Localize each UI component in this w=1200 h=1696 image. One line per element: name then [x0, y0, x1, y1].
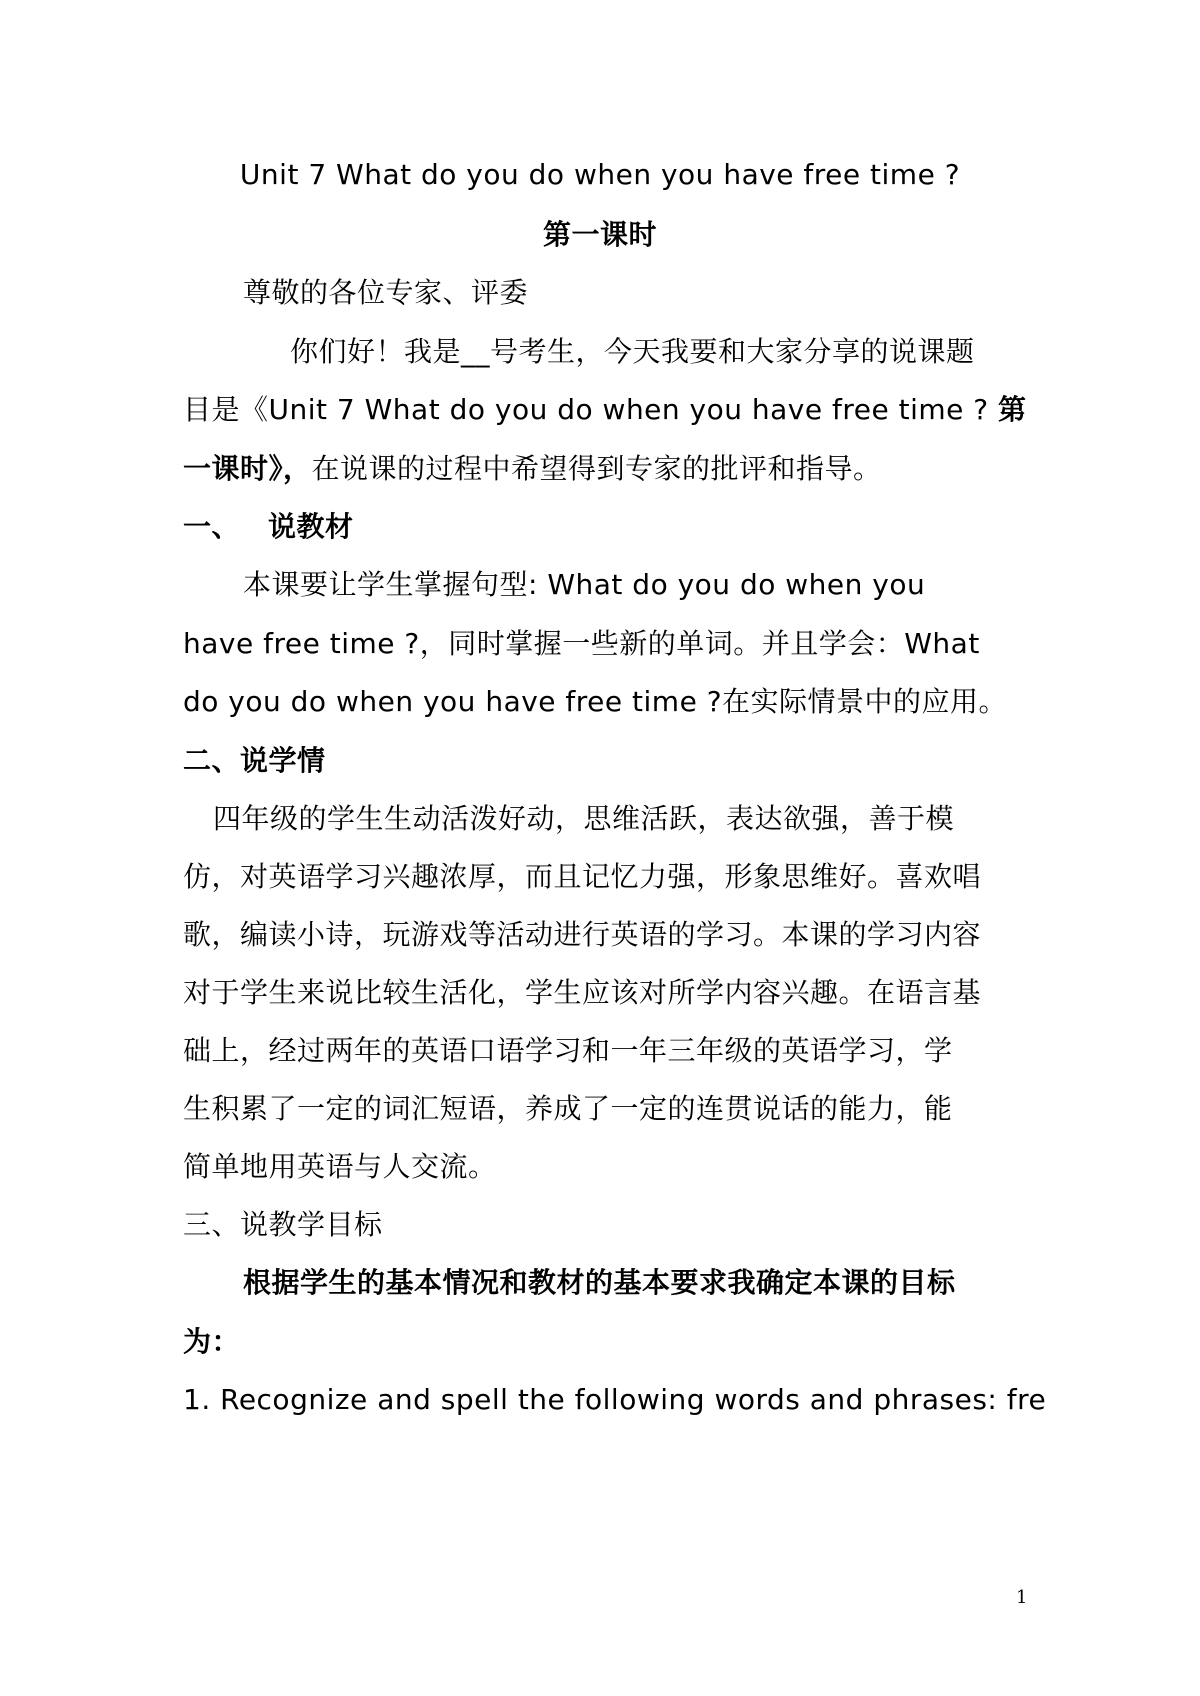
- intro-line-2: [183, 390, 1027, 430]
- section-2-line-4: 对于学生来说比较生活化，学生应该对所学内容兴趣。在语言基: [183, 976, 982, 1009]
- intro-line-3-bold: 一课时》，: [183, 452, 312, 485]
- section-2-line-1: 四年级的学生生动活泼好动，思维活跃，表达欲强，善于模: [213, 802, 955, 835]
- section-3-line-2: 为：: [183, 1325, 241, 1358]
- section-1-number: 一、: [183, 510, 241, 543]
- intro-line-2-bold: 第: [998, 393, 1027, 426]
- section-1-heading: [183, 507, 354, 547]
- section-1-line-2: have free time ?，同时掌握一些新的单词。并且学会：What: [183, 627, 980, 660]
- intro-line-1: 你们好！我是__号考生，今天我要和大家分享的说课题: [290, 335, 975, 368]
- section-2-line-5: 础上，经过两年的英语口语学习和一年三年级的英语学习，学: [183, 1034, 953, 1067]
- intro-line-3-text: 在说课的过程中希望得到专家的批评和指导。: [311, 452, 882, 485]
- section-1-line-1: 本课要让学生掌握句型: What do you do when you: [243, 568, 926, 601]
- section-3-line-1: 根据学生的基本情况和教材的基本要求我确定本课的目标: [243, 1266, 956, 1299]
- section-2-heading: 二、说学情: [183, 744, 326, 777]
- document-title: Unit 7 What do you do when you have free time ?: [239, 158, 961, 191]
- section-1-line-3: do you do when you have free time ?在实际情景中的应用。: [183, 685, 1008, 718]
- section-1-title: 说教材: [268, 510, 354, 543]
- page-number: 1: [1016, 1587, 1028, 1608]
- section-2-line-7: 简单地用英语与人交流。: [183, 1150, 497, 1183]
- greeting: 尊敬的各位专家、评委: [243, 276, 529, 309]
- section-3-heading: 三、说教学目标: [183, 1208, 383, 1241]
- intro-line-2-text: 目是《Unit 7 What do you do when you have free time ?: [183, 393, 999, 426]
- document-subtitle: 第一课时: [542, 218, 657, 251]
- objective-1: 1. Recognize and spell the following words and phrases: fre: [183, 1383, 1047, 1416]
- section-2-line-6: 生积累了一定的词汇短语，养成了一定的连贯说话的能力，能: [183, 1092, 953, 1125]
- section-2-line-2: 仿，对英语学习兴趣浓厚，而且记忆力强，形象思维好。喜欢唱: [183, 860, 982, 893]
- intro-line-3: [183, 449, 882, 489]
- section-2-line-3: 歌，编读小诗，玩游戏等活动进行英语的学习。本课的学习内容: [183, 918, 982, 951]
